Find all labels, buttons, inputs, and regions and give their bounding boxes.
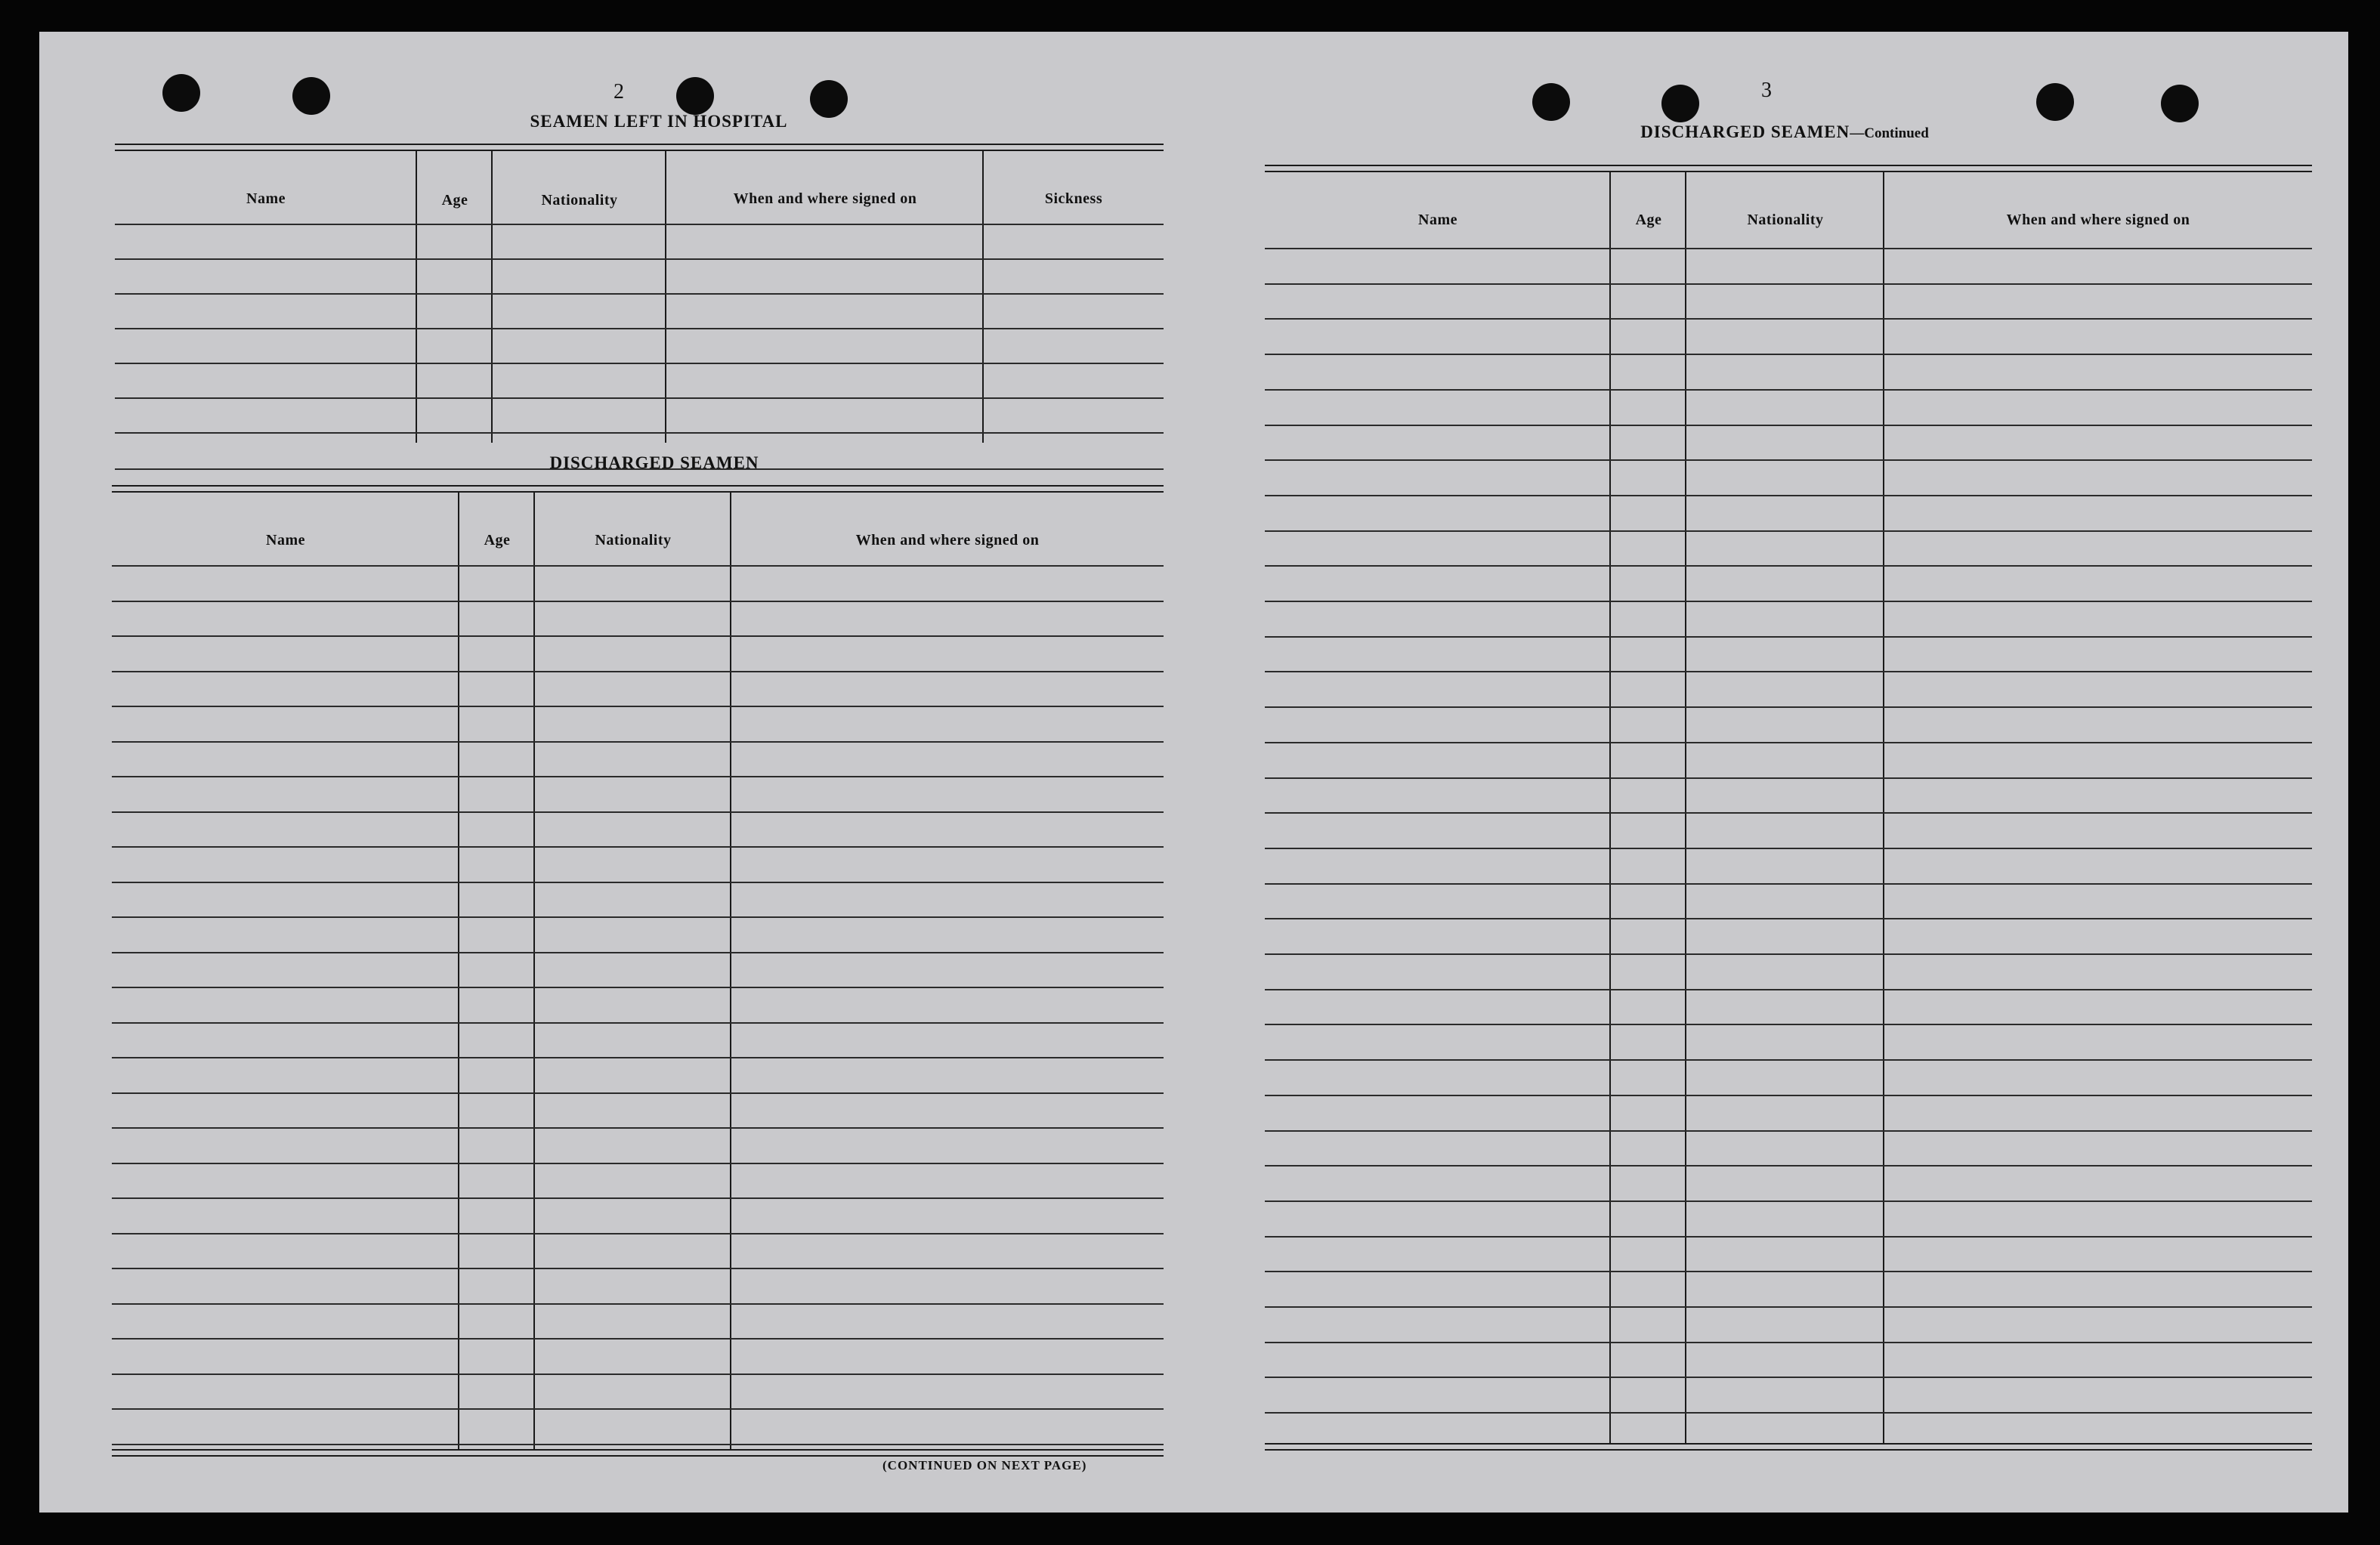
table-row-rule [112,1197,1164,1199]
table-row-rule [1265,1024,2312,1025]
table-row-rule [1265,1377,2312,1378]
punch-hole-icon [162,74,200,112]
punch-hole-icon [1532,83,1570,121]
table-row-rule [112,1408,1164,1410]
table-row-rule [1265,1342,2312,1343]
table-row-rule [1265,389,2312,391]
table-row-rule [1265,530,2312,532]
hospital-col-nationality: Nationality [541,192,618,209]
page-number-right: 3 [1761,79,1772,102]
table-row-rule [1265,918,2312,919]
table-row-rule [1265,742,2312,743]
table-row-rule [112,916,1164,918]
table-row-rule [1265,1095,2312,1096]
discharged-col-age: Age [484,532,511,548]
table-row-rule [112,987,1164,988]
table-row-rule [1265,283,2312,285]
table-row-rule [112,601,1164,602]
table-row-rule [1265,495,2312,496]
table-row-rule [112,1268,1164,1269]
table-row-rule [112,565,1164,567]
table-row-rule [112,882,1164,883]
discharged-col-nationality: Nationality [595,532,672,548]
right-table-title-continued: —Continued [1850,125,1929,141]
table-row-rule [1265,425,2312,426]
page-number-left: 2 [614,80,624,104]
table-row-rule [1265,812,2312,814]
table-row-rule [1265,1412,2312,1414]
table-row-rule [1265,459,2312,461]
table-row-rule [1265,883,2312,885]
table-row-rule [112,1303,1164,1305]
punch-hole-icon [2036,83,2074,121]
table-row-rule [1265,777,2312,779]
table-row-rule [112,1022,1164,1024]
table-row-rule [112,1127,1164,1129]
table-row-rule [1265,565,2312,567]
table-row-rule [1265,318,2312,320]
hospital-table [115,144,1164,476]
hospital-col-age: Age [441,192,468,209]
table-row-rule [1265,1130,2312,1132]
table-row-rule [1265,671,2312,672]
discharged-table-continued [1265,165,2312,1454]
table-row-rule [1265,1165,2312,1166]
discharged-col-signed-on: When and where signed on [855,532,1040,548]
table-row-rule [112,1057,1164,1058]
hospital-col-name: Name [246,190,286,207]
table-row-rule [112,1444,1164,1445]
hospital-table-title: SEAMEN LEFT IN HOSPITAL [530,112,788,131]
table-row-rule [112,776,1164,777]
right-col-nationality: Nationality [1747,212,1824,228]
table-row-rule [112,741,1164,743]
continued-note: (CONTINUED ON NEXT PAGE) [882,1458,1087,1472]
table-row-rule [112,1338,1164,1340]
right-col-age: Age [1635,212,1662,228]
discharged-col-name: Name [266,532,305,548]
discharged-table [112,485,1164,1460]
table-row-rule [1265,1059,2312,1061]
punch-hole-icon [1661,85,1699,122]
table-row-rule [1265,601,2312,602]
hospital-col-sickness: Sickness [1044,190,1103,207]
table-row-rule [112,1374,1164,1375]
table-row-rule [1265,848,2312,849]
table-row-rule [112,1233,1164,1234]
table-row-rule [1265,248,2312,249]
hospital-col-signed-on: When and where signed on [733,190,917,207]
table-row-rule [1265,953,2312,955]
table-row-rule [112,635,1164,637]
right-table-title-main: DISCHARGED SEAMEN [1640,122,1850,141]
punch-hole-icon [2161,85,2199,122]
table-row-rule [112,952,1164,953]
table-row-rule [1265,989,2312,990]
table-row-rule [1265,636,2312,638]
table-row-rule [112,671,1164,672]
table-row-rule [1265,1306,2312,1308]
ledger-sheet [39,32,2348,1513]
discharged-table-title: DISCHARGED SEAMEN [549,453,759,472]
table-row-rule [112,1163,1164,1164]
table-row-rule [112,706,1164,707]
table-row-rule [1265,354,2312,355]
punch-hole-icon [292,77,330,115]
table-row-rule [112,1092,1164,1094]
table-row-rule [1265,1271,2312,1272]
punch-hole-icon [676,77,714,115]
table-row-rule [1265,706,2312,708]
right-table-title [1498,122,2072,142]
table-row-rule [112,811,1164,813]
right-col-signed-on: When and where signed on [2006,212,2190,228]
table-row-rule [112,846,1164,848]
table-row-rule [1265,1236,2312,1238]
right-col-name: Name [1418,212,1457,228]
table-row-rule [1265,1200,2312,1202]
